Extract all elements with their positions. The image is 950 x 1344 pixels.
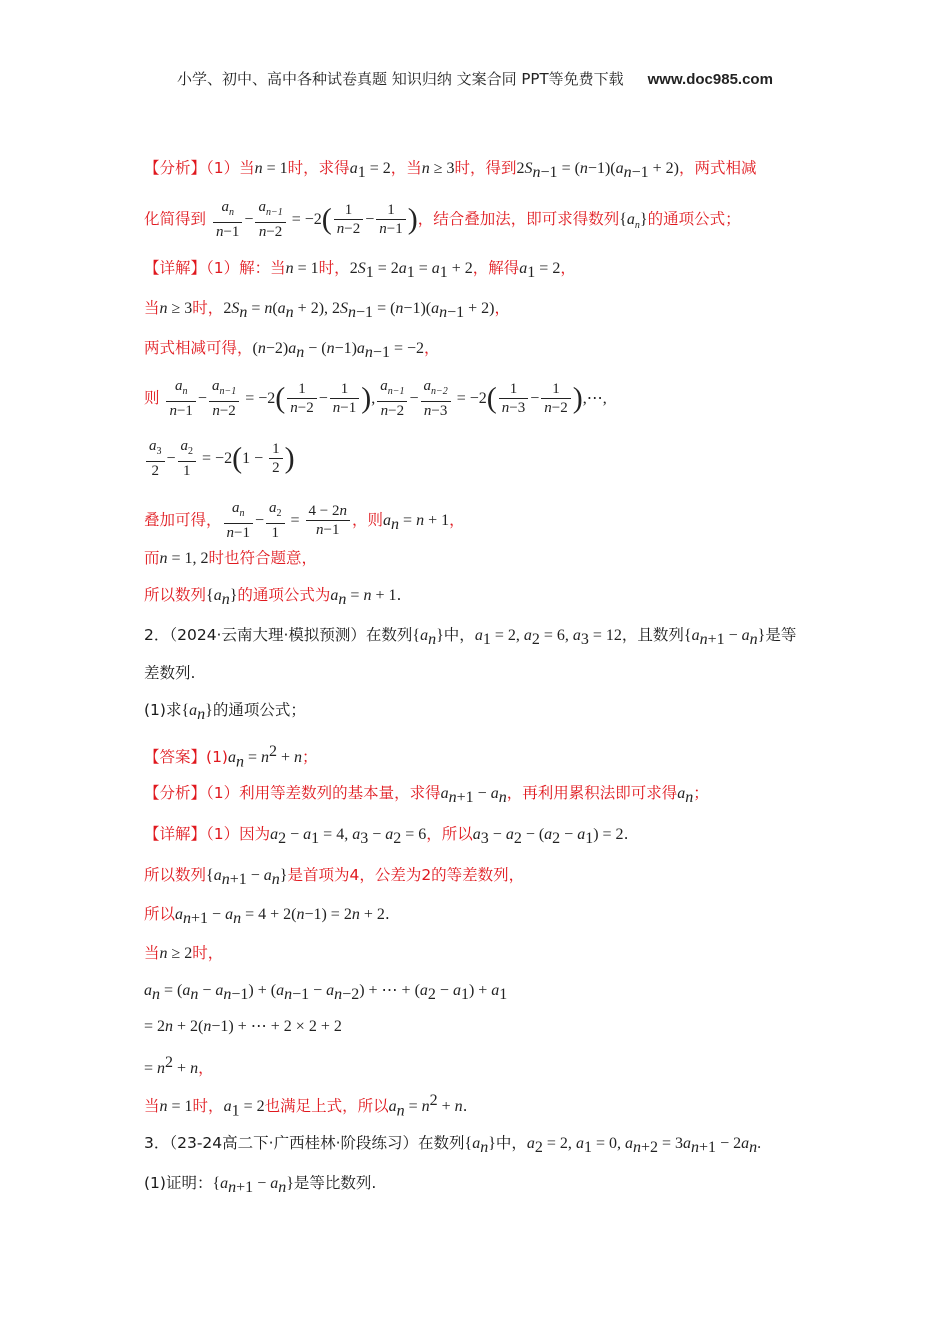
q2-title-line2: 差数列. bbox=[144, 664, 196, 682]
q2-detail-line8: 当n = 1时，$a_1 = 2$也满足上式，所以$a_n = n^2 + n$. bbox=[144, 1092, 468, 1120]
q2-title: 2．（2024·云南大理·模拟预测）在数列$\{a_n\}$中，$a_1 = 2$, $a_2 = 6$, $a_3 = 12$，且数列$\{a_{n+1} - a_n\}$是等 bbox=[144, 626, 797, 649]
q2-detail-line6: = 2n + 2(n−1) + ⋯ + 2 × 2 + 2 bbox=[144, 1018, 342, 1035]
q2-detail-line4: 当n ≥ 2时， bbox=[144, 944, 224, 962]
q1-detail-line4: 则 $\frac{a_n}{n-1}$ − $\frac{a_{n-1}}{n-2}$ = −2( $\frac{1}{n-2}$ − $\frac{1}{n-1}$ ), $\frac{a_{n-1}}{n-2}$ − $\frac{a_{n-2}}{n-3}$ = −2( $\frac{1}{n-3}$ − $\frac{1}{n-2}$ ),⋯, bbox=[144, 378, 607, 419]
q1-detail-line8: 所以数列$\{a_n\}$的通项公式为$a_n = n + 1$. bbox=[144, 586, 402, 609]
q2-detail-line1: 【详解】（1）因为$a_2 - a_1 = 4$, $a_3 - a_2 = 6$，所以$a_3 - a_2 - (a_2 - a_1) = 2$. bbox=[144, 825, 629, 848]
q2-part1: (1)求$\{a_n\}$的通项公式； bbox=[144, 701, 306, 724]
q3-part1: (1)证明：$\{a_{n+1} - a_n\}$是等比数列. bbox=[144, 1174, 377, 1197]
q2-detail-line3: 所以$a_{n+1} - a_n = 4 + 2(n-1) = 2n + 2$. bbox=[144, 905, 390, 928]
detail-label: 【详解】 bbox=[144, 259, 207, 277]
q1-detail-line5: $\frac{a_3}{2}$ − $\frac{a_2}{1}$ = −2(1 − $\frac{1}{2}$ ) bbox=[144, 437, 295, 480]
header-website[interactable]: www.doc985.com bbox=[647, 71, 773, 88]
q1-detail-line7: 而n = 1, 2时也符合题意， bbox=[144, 549, 318, 567]
page-header bbox=[0, 68, 950, 89]
q2-detail-line2: 所以数列$\{a_{n+1} - a_n\}$是首项为4，公差为2的等差数列， bbox=[144, 866, 525, 889]
q1-detail-line1: 【详解】（1）解：当n = 1时，$2S_1 = 2a_1 = a_1 + 2$，解得$a_1 = 2$， bbox=[144, 259, 576, 282]
analysis-label: 【分析】 bbox=[144, 159, 207, 177]
q1-detail-line2: 当n ≥ 3时，$2S_n = n(a_n + 2)$, $2S_{n-1} = (n-1)(a_{n-1} + 2)$， bbox=[144, 299, 511, 322]
q3-title: 3．（23-24高二下·广西桂林·阶段练习）在数列$\{a_n\}$中，$a_2 = 2$, $a_1 = 0$, $a_{n+2} = 3a_{n+1} - 2a_n$. bbox=[144, 1134, 762, 1157]
header-text: 小学、初中、高中各种试卷真题 知识归纳 文案合同 PPT等免费下载 bbox=[177, 70, 624, 88]
q2-answer: 【答案】$(1)a_n = n^2 + n$； bbox=[144, 743, 318, 771]
q2-analysis: 【分析】（1）利用等差数列的基本量，求得$a_{n+1} - a_n$，再利用累积法即可求得$a_n$； bbox=[144, 784, 709, 807]
answer-label: 【答案】 bbox=[144, 748, 207, 767]
q1-analysis-line2: 化简得到 $\frac{a_n}{n-1}$ − $\frac{a_{n-1}}{n-2}$ = −2( $\frac{1}{n-2}$ − $\frac{1}{n-1}$ )，结合叠加法，即可求得数列$\{a_n\}$的通项公式； bbox=[144, 199, 741, 240]
q1-detail-line6: 叠加可得， $\frac{a_n}{n-1}$ − $\frac{a_2}{1}$ = $\frac{4 - 2n}{n-1}$ ，则$a_n = n + 1$， bbox=[144, 500, 465, 541]
q1-detail-line3: 两式相减可得，$(n-2)a_n - (n-1)a_{n-1} = -2$， bbox=[144, 339, 440, 362]
q1-analysis-line1: 【分析】（1）当n = 1时，求得$a_1 = 2$，当n ≥ 3时，得到$2S_{n-1} = (n-1)(a_{n-1} + 2)$，两式相减 bbox=[144, 159, 757, 182]
q2-detail-line5: $a_n = (a_n - a_{n-1}) + (a_{n-1} - a_{n-2})$ + ⋯ + $(a_2 - a_1) + a_1$ bbox=[144, 982, 508, 1004]
q2-detail-line7: = $n^2 + n$， bbox=[144, 1054, 214, 1078]
